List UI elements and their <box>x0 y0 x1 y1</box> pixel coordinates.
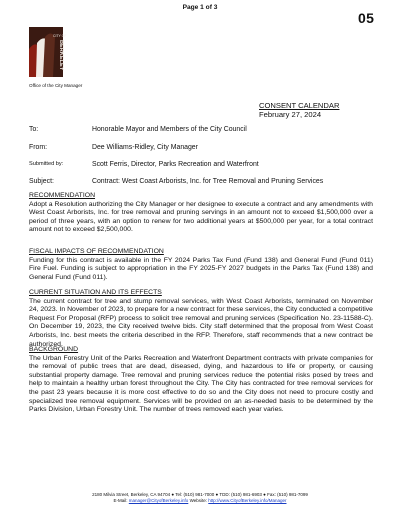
submitted-by-value: Scott Ferris, Director, Parks Recreation and Waterfront <box>92 161 259 168</box>
background-text: The Urban Forestry Unit of the Parks Recreation and Waterfront Department contracts with private companies for the removal of public trees that are dead, diseased, dying, and hazardous to life or property, or causing substantial property damage. Tree removal and pruning services reduce the potential risks posed by trees and help to maintain a healthy urban forest throughout the City. The City has contracted for tree removal services for the past 23 years because it is more cost effective to do so and the City does not need to procure costly and specialized tree removal equipment. Services will be provided on an as-needed basis to be determined by the Parks Division, Urban Forestry Unit. The number of trees removed each year varies. <box>29 354 373 414</box>
fiscal-impacts-section <box>29 248 373 282</box>
city-of-berkeley-logo <box>29 27 67 77</box>
current-situation-text: The current contract for tree and stump removal services, with West Coast Arborists, terminated on November 24, 2023. In November of 2023, to prepare for a new contract for these services, the City conducted a competitive Request For Proposal (RFP) process to solicit tree removal and pruning services (Specification No. 23-11588-C). On December 19, 2023, the City received twelve bids. City staff determined that the proposal from West Coast Arborists, Inc. best meets the criteria described in the RFP. Therefore, staff recommends that a new contract be authorized. <box>29 297 373 348</box>
footer-email-link[interactable]: manager@CityofBerkeley.info <box>128 498 189 503</box>
subject-row <box>29 178 323 185</box>
subject-label: Subject: <box>29 178 54 185</box>
subject-value: Contract: West Coast Arborists, Inc. for Tree Removal and Pruning Services <box>92 178 324 185</box>
background-section <box>29 346 373 415</box>
from-label: From: <box>29 144 47 151</box>
submitted-by-row <box>29 161 259 168</box>
fiscal-impacts-text: Funding for this contract is available in the FY 2024 Parks Tax Fund (Fund 138) and General Fund (Fund 011) Fire Fuel. Funding is subject to appropriation in the FY 2025-FY 2027 budgets in the Parks Tax (Fund 138) and General Fund (Fund 011). <box>29 256 373 281</box>
logo-text-city-of: CITY OF <box>53 34 67 38</box>
footer-website-link[interactable]: http://www.CityofBerkeley.info/Manager <box>208 498 287 503</box>
office-caption: Office of the City Manager <box>29 83 83 88</box>
background-heading: BACKGROUND <box>29 346 79 353</box>
consent-calendar-label: CONSENT CALENDAR <box>259 101 340 110</box>
footer-website-label: Website: <box>189 498 208 503</box>
agenda-item-number: 05 <box>358 10 375 26</box>
to-row <box>29 126 247 133</box>
current-situation-heading: CURRENT SITUATION AND ITS EFFECTS <box>29 289 162 296</box>
page-number-label: Page 1 of 3 <box>182 4 218 11</box>
recommendation-heading: RECOMMENDATION <box>29 192 96 199</box>
meeting-date: February 27, 2024 <box>259 110 322 119</box>
recommendation-text: Adopt a Resolution authorizing the City Manager or her designee to execute a contract and any amendments with West Coast Arborists, Inc. for tree removal and pruning servings in an amount not to exceed $1,500,000 over a period of three years, with an option to renew for two additional years at $500,000 per year, for a total contract amount not to exceed $2,500,000. <box>29 200 373 234</box>
logo-text-berkeley: BERKELEY <box>58 40 64 71</box>
submitted-by-label: Submitted by: <box>29 161 64 167</box>
footer-email-label: E-Mail: <box>113 498 128 503</box>
from-value: Dee Williams-Ridley, City Manager <box>92 144 198 151</box>
recommendation-section <box>29 192 373 235</box>
footer-address: 2180 Milvia Street, Berkeley, CA 94704 ● Tel: (510) 981-7000 ● TDD: (510) 981-6903 ● Fax: (510) 981-7099 <box>92 492 308 497</box>
current-situation-section <box>29 289 373 349</box>
fiscal-impacts-heading: FISCAL IMPACTS OF RECOMMENDATION <box>29 248 164 255</box>
to-label: To: <box>29 126 39 133</box>
footer <box>0 492 400 504</box>
to-value: Honorable Mayor and Members of the City Council <box>92 126 247 133</box>
from-row <box>29 144 198 151</box>
footer-contact-line <box>0 498 400 504</box>
